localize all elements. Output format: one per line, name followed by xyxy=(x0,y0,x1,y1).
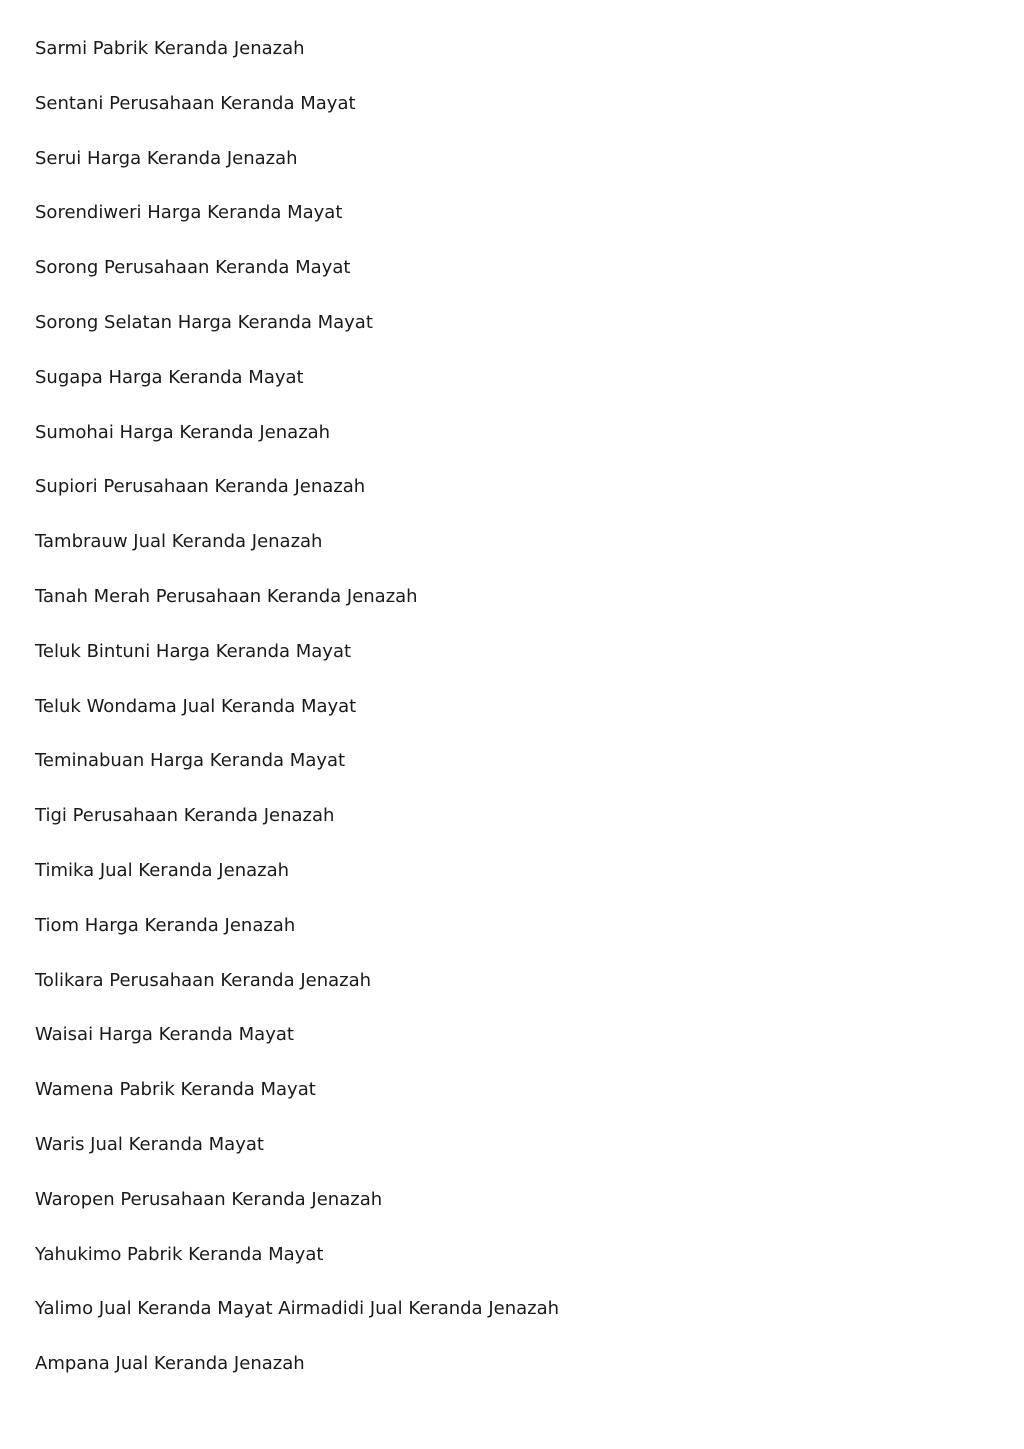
list-item: Yahukimo Pabrik Keranda Mayat xyxy=(35,1243,324,1265)
list-item: Wamena Pabrik Keranda Mayat xyxy=(35,1079,316,1101)
list-item: Waris Jual Keranda Mayat xyxy=(35,1133,264,1155)
list-item: Sorong Selatan Harga Keranda Mayat xyxy=(35,311,373,333)
list-item: Tolikara Perusahaan Keranda Jenazah xyxy=(35,969,372,991)
list-item: Supiori Perusahaan Keranda Jenazah xyxy=(35,476,366,498)
list-item: Ampana Jual Keranda Jenazah xyxy=(35,1353,305,1375)
list-item: Sugapa Harga Keranda Mayat xyxy=(35,366,304,388)
list-item: Tiom Harga Keranda Jenazah xyxy=(35,914,296,936)
list-item: Timika Jual Keranda Jenazah xyxy=(35,859,290,881)
list-item: Sarmi Pabrik Keranda Jenazah xyxy=(35,38,305,59)
list-item: Tambrauw Jual Keranda Jenazah xyxy=(35,531,323,553)
list-item: Sorong Perusahaan Keranda Mayat xyxy=(35,257,351,279)
list-item: Serui Harga Keranda Jenazah xyxy=(35,147,298,169)
list-item: Sorendiweri Harga Keranda Mayat xyxy=(35,202,343,224)
list-item: Yalimo Jual Keranda Mayat Airmadidi Jual Keranda Jenazah xyxy=(35,1298,560,1320)
list-item: Sentani Perusahaan Keranda Mayat xyxy=(35,92,356,114)
list-item: Teminabuan Harga Keranda Mayat xyxy=(35,750,346,772)
list-item: Tanah Merah Perusahaan Keranda Jenazah xyxy=(35,585,418,607)
list-item: Waisai Harga Keranda Mayat xyxy=(35,1024,294,1046)
list-item: Waropen Perusahaan Keranda Jenazah xyxy=(35,1188,383,1210)
list-item: Teluk Bintuni Harga Keranda Mayat xyxy=(35,640,352,662)
list-item: Teluk Wondama Jual Keranda Mayat xyxy=(35,695,357,717)
entry-list xyxy=(35,36,559,1406)
list-item: Tigi Perusahaan Keranda Jenazah xyxy=(35,805,335,827)
list-item: Sumohai Harga Keranda Jenazah xyxy=(35,421,331,443)
